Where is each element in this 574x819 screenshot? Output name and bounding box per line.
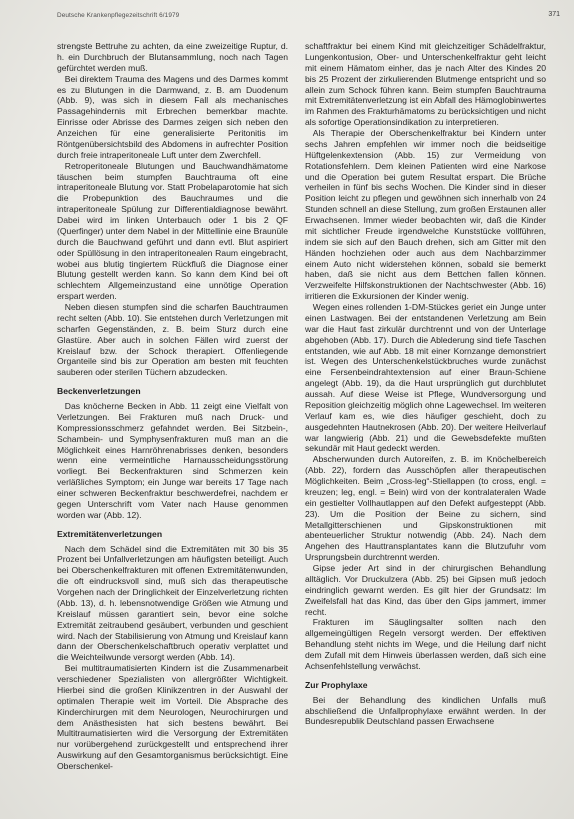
- paragraph: Gipse jeder Art sind in der chirurgischen Behandlung alltäglich. Vor Druckulzera (Abb. 25) bei Gipsen muß jedoch eindringlich gewarnt werden. Es gilt hier der Grundsatz: Im Zweifelsfall hat das Kind, das über den Gips jammert, immer recht.: [305, 563, 546, 617]
- section-heading: Extremitätenverletzungen: [57, 528, 163, 539]
- right-column: [305, 41, 546, 813]
- left-column: [57, 41, 288, 813]
- running-head: Deutsche Krankenpflegezeitschrift 6/1979: [57, 12, 180, 19]
- paragraph: Nach dem Schädel sind die Extremitäten mit 30 bis 35 Prozent bei Unfallverletzungen am häufigsten beteiligt. Auch bei Oberschenkelfrakturen mit offenen Extremitätenwunden, die oft eindrucksvoll sind, muß sich das therapeutische Vorgehen nach der Dringlichkeit der Einzelverletzung richten (Abb. 13), d. h. lebensnotwendige Größen wie Atmung und Kreislauf müssen garantiert sein, bevor eine solche Extremität zeitraubend gesäubert, verbunden und geschient wird. Nach der Stabilisierung von Atmung und Kreislauf kann dann der Oberschenkelschaftbruch operativ verplattet und die Weichteilwunde versorgt werden (Abb. 14).: [57, 543, 288, 663]
- paragraph: Abscherwunden durch Autoreifen, z. B. im Knöchelbereich (Abb. 22), fordern das Ausschöpfen aller therapeutischen Möglichkeiten. Beim „Cross-leg“-Stiellappen (to cross, engl. = kreuzen; leg, engl. = Bein) wird von der kontralateralen Wade ein gestielter Vollhautlappen auf den Defekt aufgesteppt (Abb. 23). Um die Position der Beine zu sichern, sind Metallgitterschienen und Gipskonstruktionen mit abenteuerlicher Struktur notwendig (Abb. 24). Nach dem Angehen des Hauttransplantates kann die Blutzufuhr vom Ursprungsbein durchtrennt werden.: [305, 454, 546, 563]
- page-number: 371: [548, 11, 560, 18]
- paragraph: Neben diesen stumpfen sind die scharfen Bauchtraumen recht selten (Abb. 10). Sie entstehen durch Verletzungen mit scharfen Gegenständen, z. B. beim Sturz durch eine Glastüre. Aber auch in solchen Fällen wird zuerst der Kreislauf bzw. der Schock therapiert. Offenliegende Organteile sind bis zur Operation am besten mit feuchten sauberen oder sterilen Tüchern abzudecken.: [57, 302, 288, 378]
- paragraph: Bei multitraumatisierten Kindern ist die Zusammenarbeit verschiedener Spezialisten von allergrößter Wichtigkeit. Hierbei sind die großen Klinikzentren in der Auswahl der optimalen Therapie weit im Vorteil. Die Absprache des Kinderchirurgen mit dem Neurologen, Neurochirurgen und dem Anästhesisten hat sich bestens bewährt. Bei Multitraumatisierten wird die Versorgung der Extremitäten nur vorübergehend zurückgestellt und entsprechend ihrer Auswirkung auf den Gesamtorganismus berücksichtigt. Eine Oberschenkel-: [57, 663, 288, 772]
- continuation-paragraph: schaftfraktur bei einem Kind mit gleichzeitiger Schädelfraktur, Lungenkontusion, Ober- und Unterschenkelfraktur geht leicht mit einem Hämatom einher, das je nach Alter des Kindes 20 bis 25 Prozent der zirkulierenden Blutmenge entspricht und so allein zum Schock führen kann. Beim stumpfen Bauchtrauma mit Extremitätenverletzung ist ein Abfall des Hämoglobinwertes im Rahmen des Frakturhämatoms zu berücksichtigen und nicht als sofortige Operationsindikation zu interpretieren.: [305, 41, 546, 128]
- paragraph: Bei der Behandlung des kindlichen Unfalls muß abschließend die Unfallprophylaxe erwähnt werden. In der Bundesrepublik Deutschland passen Erwachsene: [305, 694, 546, 727]
- section-heading: Zur Prophylaxe: [305, 679, 368, 690]
- paragraph: Das knöcherne Becken in Abb. 11 zeigt eine Vielfalt von Verletzungen. Bei Frakturen muß nach Druck- und Kompressionsschmerz gefahndet werden. Bei Sitzbein-, Schambein- und Symphysenfrakturen muß man an die Möglichkeit eines Harnröhrenabrisses denken, besonders wenn eine vermeintliche Harnausscheidungsstörung vorliegt. Bei Beckenfrakturen sind Schmerzen kein verläßliches Symptom; ein Junge war bereits 17 Tage nach einer schweren Beckenfraktur beschwerdefrei, nachdem er gegen Unterschrift vom Vater nach Hause genommen worden war (Abb. 12).: [57, 401, 288, 520]
- paragraph: Bei direktem Trauma des Magens und des Darmes kommt es zu Blutungen in die Darmwand, z. B. am Duodenum (Abb. 9), was sich in diesem Fall als mechanisches Passagehindernis mit Erbrechen bemerkbar machte. Einrisse oder Abrisse des Darmes zeigen sich neben den Anzeichen für eine generalisierte Peritonitis im Röntgenübersichtsbild des Abdomens in aufrechter Position durch freie intraperitoneale Luft unter dem Zwerchfell.: [57, 73, 288, 160]
- paragraph: Retroperitoneale Blutungen und Bauchwandhämatome täuschen beim stumpfen Bauchtrauma oft eine intraperitoneale Blutung vor. Statt Probelaparotomie hat sich die Probepunktion des Bauchraumes und die intraperitoneale Spülung zur Differentialdiagnose bewährt. Dabei wird im linken Unterbauch oder 1 bis 2 QF (Querfinger) unter dem Nabel in der Mittellinie eine Braunüle durch die Bauchwand geführt und dann evtl. Blut aspiriert oder Spüllösung in den intraperitonealen Raum eingebracht, wobei aus blutig tingiertem Rückfluß die Diagnose einer Blutung gestellt werden kann. So kann dem Kind bei oft schlechtem Allgemeinzustand eine unnötige Operation erspart werden.: [57, 160, 288, 302]
- paragraph: Frakturen im Säuglingsalter sollten nach den allgemeingültigen Regeln versorgt werden. Der effektiven Behandlung steht nichts im Wege, und die Heilung darf nicht dem Zufall mit dem Hinweis überlassen werden, daß sich eine Achsenfehlstellung verwächst.: [305, 617, 546, 671]
- paragraph: Wegen eines rollenden 1-DM-Stückes geriet ein Junge unter einen Lastwagen. Bei der entstandenen Verletzung am Bein war die Haut fast zirkulär durchtrennt und von der Unterlage abgehoben (Abb. 17). Durch die Ablederung sind tiefe Taschen entstanden, wie auf Abb. 18 mit einer Kornzange demonstriert ist. Wegen des Unterschenkelstückbruches wurde zunächst eine Fersenbeindrahtextension auf einer Braun-Schiene angelegt (Abb. 19), da die Haut ursprünglich gut durchblutet aussah. Auf diese Weise ist Pflege, Wundversorgung und Reposition gleichzeitig möglich ohne Lagewechsel. Im weiteren Verlauf kam es, wie dies häufiger geschieht, doch zu ausgedehnten Hautnekrosen (Abb. 20). Der weitere Heilverlauf war langwierig (Abb. 21) und die Gewebsdefekte mußten sekundär mit Haut gedeckt werden.: [305, 302, 546, 454]
- section-heading: Beckenverletzungen: [57, 386, 141, 397]
- paragraph: Als Therapie der Oberschenkelfraktur bei Kindern unter sechs Jahren empfehlen wir immer noch die beidseitige Hüftgelenkextension (Abb. 15) zur Vermeidung von Rotationsfehlern. Dem kleinen Patienten wird eine Narkose und die Operation bei gutem Resultat erspart. Die Brüche verheilen in fünf bis sechs Wochen. Die Kinder sind in dieser Position leicht zu pflegen und gewöhnen sich innerhalb von 24 Stunden schnell an diese Stellung, zum großen Erstaunen aller Erwachsenen. Immer wieder beobachten wir, daß die Kinder mit sichtlicher Freude irgendwelche Kunststücke vollführen, indem sie sich auf den Bauch drehen, sich am Gitter mit den Händen hochziehen oder auch aus dem Nachbarzimmer einem Auto nicht widerstehen können, sobald sie bemerkt haben, daß sie nicht aus dem Bettchen fallen können. Verzweifelte Hilfskonstruktionen der Nachtschwester (Abb. 16) irritieren die Exkursionen der Kinder wenig.: [305, 128, 546, 302]
- continuation-paragraph: strengste Bettruhe zu achten, da eine zweizeitige Ruptur, d. h. ein Durchbruch der Blutansammlung, noch nach Tagen gefürchtet werden muß.: [57, 41, 288, 73]
